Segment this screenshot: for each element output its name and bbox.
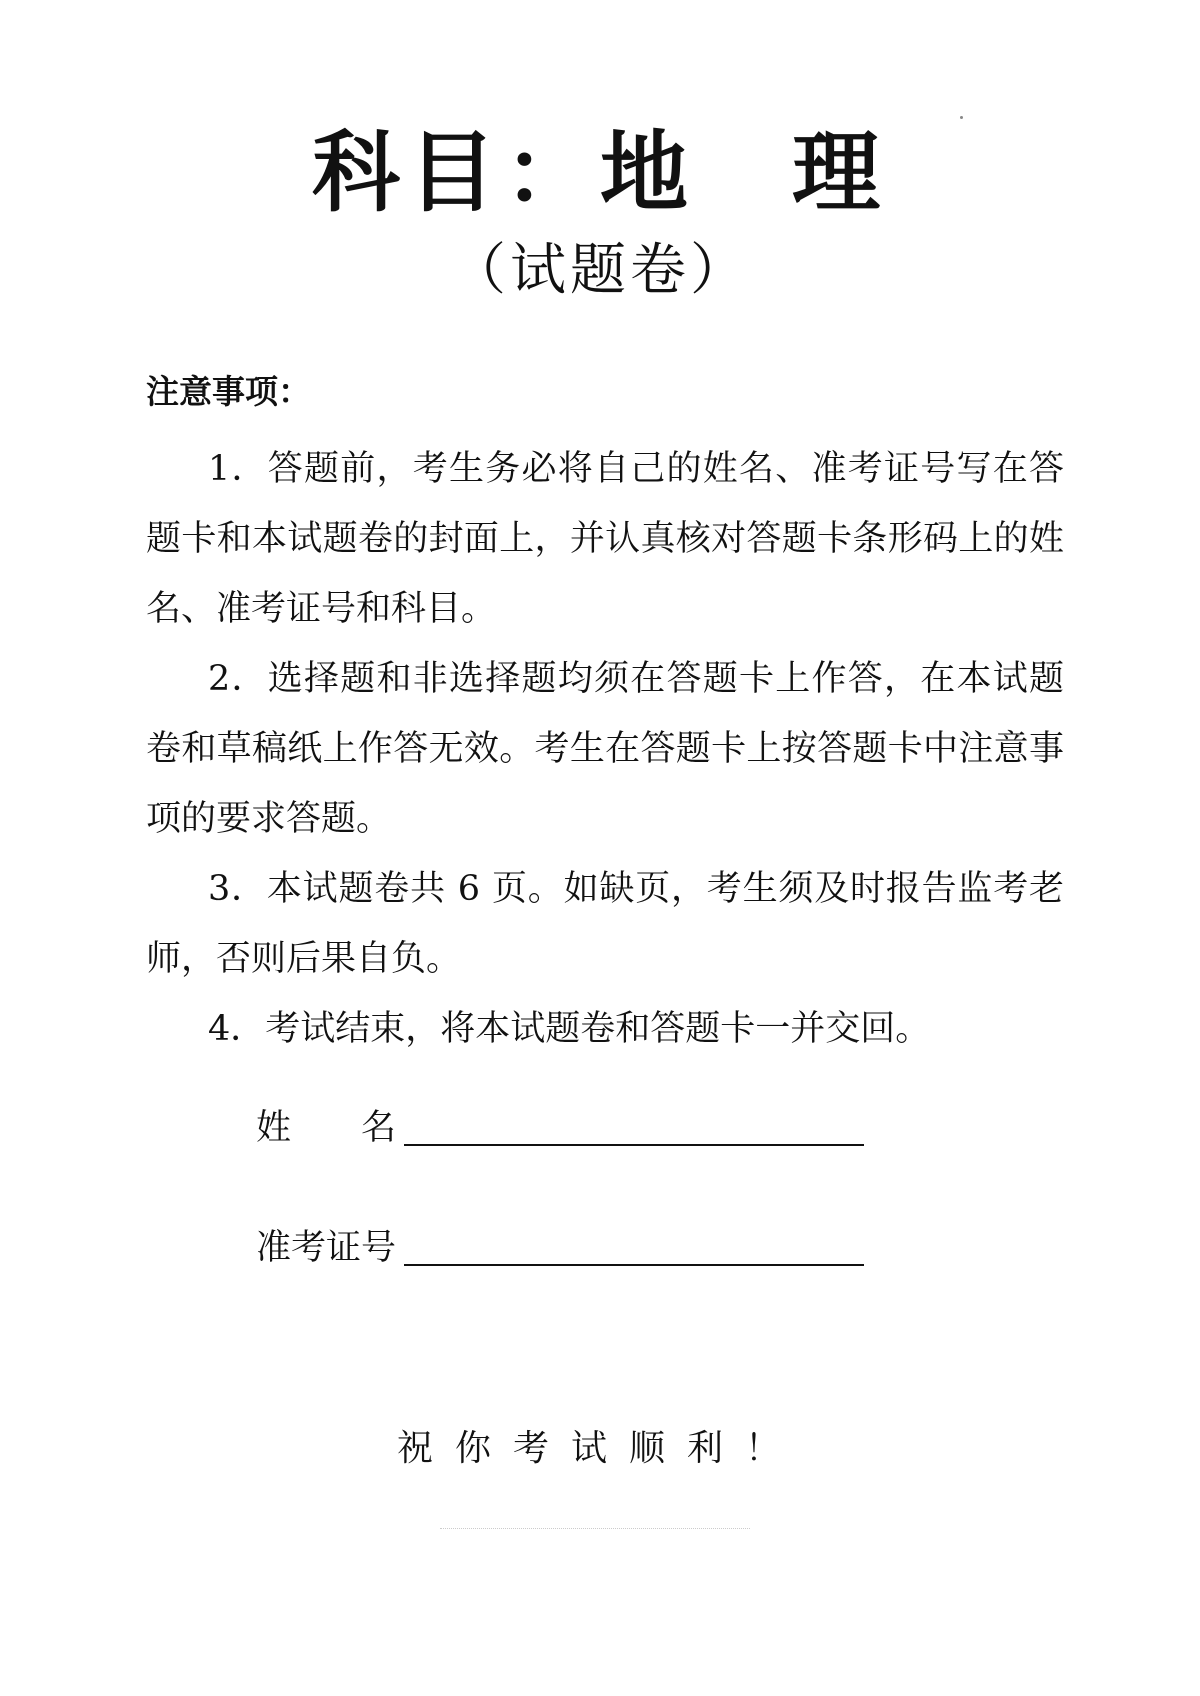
- note-item: 1．答题前，考生务必将自己的姓名、准考证号写在答题卡和本试题卷的封面上，并认真核对答题卡条形码上的姓名、准考证号和科目。: [146, 449, 1064, 629]
- page-subtitle: （试题卷）: [450, 238, 750, 303]
- note-item: 4．考试结束，将本试题卷和答题卡一并交回。: [208, 1009, 931, 1049]
- scan-speck: [960, 116, 963, 119]
- name-blank[interactable]: [404, 1104, 864, 1146]
- name-field: [256, 1092, 864, 1152]
- note-item: 2．选择题和非选择题均须在答题卡上作答，在本试题卷和草稿纸上作答无效。考生在答题卡上按答题卡中注意事项的要求答题。: [146, 659, 1064, 839]
- notes-heading: 注意事项：: [146, 372, 311, 411]
- exam-id-blank[interactable]: [404, 1224, 864, 1266]
- closing-message: 祝你考试顺利！: [396, 1428, 803, 1469]
- notes-list: [146, 434, 1064, 1064]
- scan-dotted-line: [440, 1528, 750, 1529]
- exam-id-field: [256, 1212, 864, 1272]
- exam-id-label: 准考证号: [256, 1228, 397, 1268]
- note-item: 3．本试题卷共 6 页。如缺页，考生须及时报告监考老师，否则后果自负。: [146, 869, 1064, 979]
- page-title: 科目：地 理: [311, 121, 888, 224]
- name-label: 姓 名: [256, 1108, 397, 1148]
